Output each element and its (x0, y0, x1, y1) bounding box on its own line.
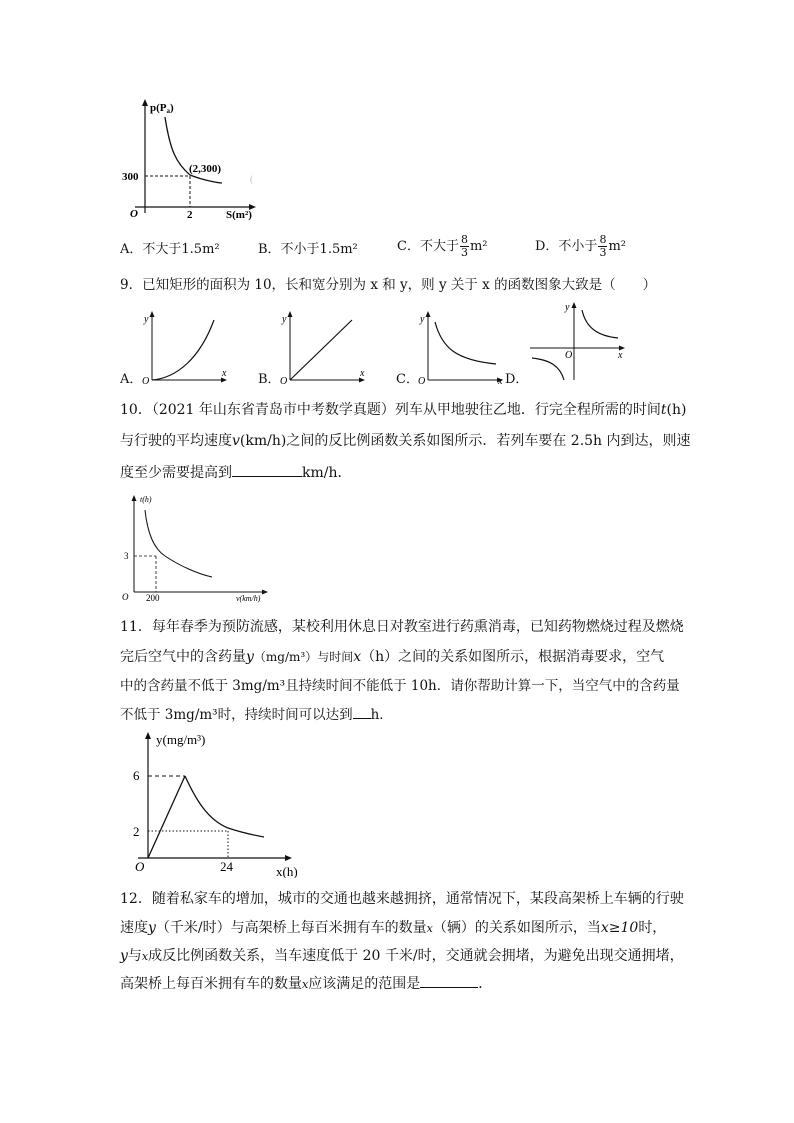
svg-text:y: y (420, 314, 425, 325)
q12-answer-blank[interactable] (420, 973, 478, 988)
curve-hyperbola (435, 322, 496, 364)
q9-option-c-label[interactable]: C． (396, 372, 419, 387)
train-curve (146, 512, 226, 579)
q10-answer-blank[interactable] (232, 462, 302, 477)
q11-line-4: 不低于 3mg/m³时，持续时间可以达到 h． (120, 704, 393, 725)
svg-text:24: 24 (220, 859, 233, 874)
q12-line-4: 高架桥上每百米拥有车的数量x应该满足的范围是 ． (120, 973, 492, 995)
curve-increasing (152, 320, 214, 380)
y-axis-arrow (142, 99, 148, 106)
svg-text:O: O (122, 592, 129, 602)
svg-text:200: 200 (146, 593, 160, 603)
point-label: (2,300) (189, 163, 222, 175)
q9-option-d-label[interactable]: D． (505, 372, 529, 387)
q9-graph-d[interactable] (526, 300, 636, 382)
pressure-area-figure (110, 95, 280, 225)
q8-option-d-fraction: $\frac{8}{3}$ (599, 233, 607, 259)
q11-line-3: 中的含药量不低于 3mg/m³且持续时间不能低于 10h．请你帮助计算一下，当空气中的含药量 (120, 678, 680, 694)
q8-option-d[interactable] (535, 234, 626, 259)
train-curve-line (146, 512, 223, 579)
x-axis-label: S(m²) (226, 209, 252, 221)
q8-option-d-unit: m² (608, 239, 626, 254)
q10-line-2: 与行驶的平均速度v(km/h)之间的反比例函数关系如图所示．若列车要在 2.5h 内到达，则速 (120, 433, 691, 449)
svg-text:t(h): t(h) (140, 495, 152, 504)
curve-quadrant-1 (582, 310, 618, 338)
svg-text:O: O (135, 859, 145, 874)
rise-segment (148, 776, 185, 858)
train-time-figure (120, 492, 280, 604)
q8-option-c-prefix: C．不大于 (397, 239, 459, 254)
svg-text:x(h): x(h) (276, 864, 298, 878)
inverse-curve (145, 510, 212, 577)
q9-graph-b[interactable] (270, 308, 370, 388)
q8-option-b[interactable]: B．不小于1.5m² (258, 242, 358, 257)
q8-option-a[interactable]: A．不大于1.5m² (120, 242, 220, 257)
q11-line-1: 11．每年春季为预防流感，某校利用休息日对教室进行药熏消毒，已知药物燃烧过程及燃烧 (120, 619, 684, 635)
y-tick-label: 300 (122, 171, 139, 183)
svg-text:v(km/h): v(km/h) (236, 594, 261, 603)
q11-answer-blank[interactable] (353, 704, 371, 719)
svg-text:3: 3 (124, 551, 129, 561)
svg-text:x: x (360, 368, 365, 379)
q9-graph-a[interactable] (132, 308, 232, 388)
svg-text:y: y (144, 314, 149, 325)
svg-text:x: x (618, 350, 623, 361)
svg-text:6: 6 (133, 768, 140, 783)
q8-option-c[interactable] (397, 234, 488, 259)
q8-option-d-prefix: D．不小于 (535, 239, 598, 254)
svg-text:x: x (498, 376, 503, 387)
disinfection-figure (118, 728, 303, 878)
svg-text:O: O (142, 376, 150, 387)
q9-option-a-label[interactable]: A． (120, 372, 143, 387)
svg-text:2: 2 (133, 824, 140, 839)
q8-option-c-unit: m² (469, 239, 488, 254)
svg-text:x: x (222, 368, 227, 379)
svg-text:y(mg/m³): y(mg/m³) (156, 732, 206, 747)
svg-text:O: O (418, 376, 426, 387)
q9-option-b-label[interactable]: B． (258, 372, 281, 387)
q12-line-3: y与x成反比例函数关系，当车速度低于 20 千米/时，交通就会拥堵，为避免出现交通拥堵， (120, 948, 684, 964)
origin-label: O (130, 208, 138, 220)
q10-line-3: 度至少需要提高到 km/h． (120, 462, 352, 483)
svg-text:O: O (565, 350, 573, 361)
q10-line-1: 10．（2021 年山东省青岛市中考数学真题）列车从甲地驶往乙地．行完全程所需的时间t(h) (120, 402, 687, 418)
q12-line-1: 12．随着私家车的增加，城市的交通也越来越拥挤，通常情况下，某段高架桥上车辆的行驶 (120, 891, 684, 907)
q9-graph-c[interactable] (408, 308, 508, 388)
svg-text:y: y (282, 314, 287, 325)
y-axis-label: p(Pa) (150, 102, 174, 115)
stray-mark: ( (250, 174, 253, 184)
svg-text:O: O (280, 376, 288, 387)
line-through-origin (290, 320, 352, 380)
q11-line-2: 完后空气中的含药量y（mg/m³）与时间x（h）之间的关系如图所示，根据消毒要求，空气 (120, 649, 665, 665)
x-tick-label: 2 (187, 209, 193, 221)
curve-quadrant-3 (532, 358, 564, 380)
q9-stem: 9．已知矩形的面积为 10，长和宽分别为 x 和 y，则 y 关于 x 的函数图象大致是（ ） (120, 277, 657, 293)
svg-text:y: y (565, 302, 570, 313)
q12-line-2: 速度y（千米/时）与高架桥上每百米拥有车的数量x（辆）的关系如图所示，当x≥10时， (120, 920, 667, 936)
q8-option-c-fraction: $\frac{8}{3}$ (460, 233, 468, 259)
decay-curve (185, 776, 264, 837)
